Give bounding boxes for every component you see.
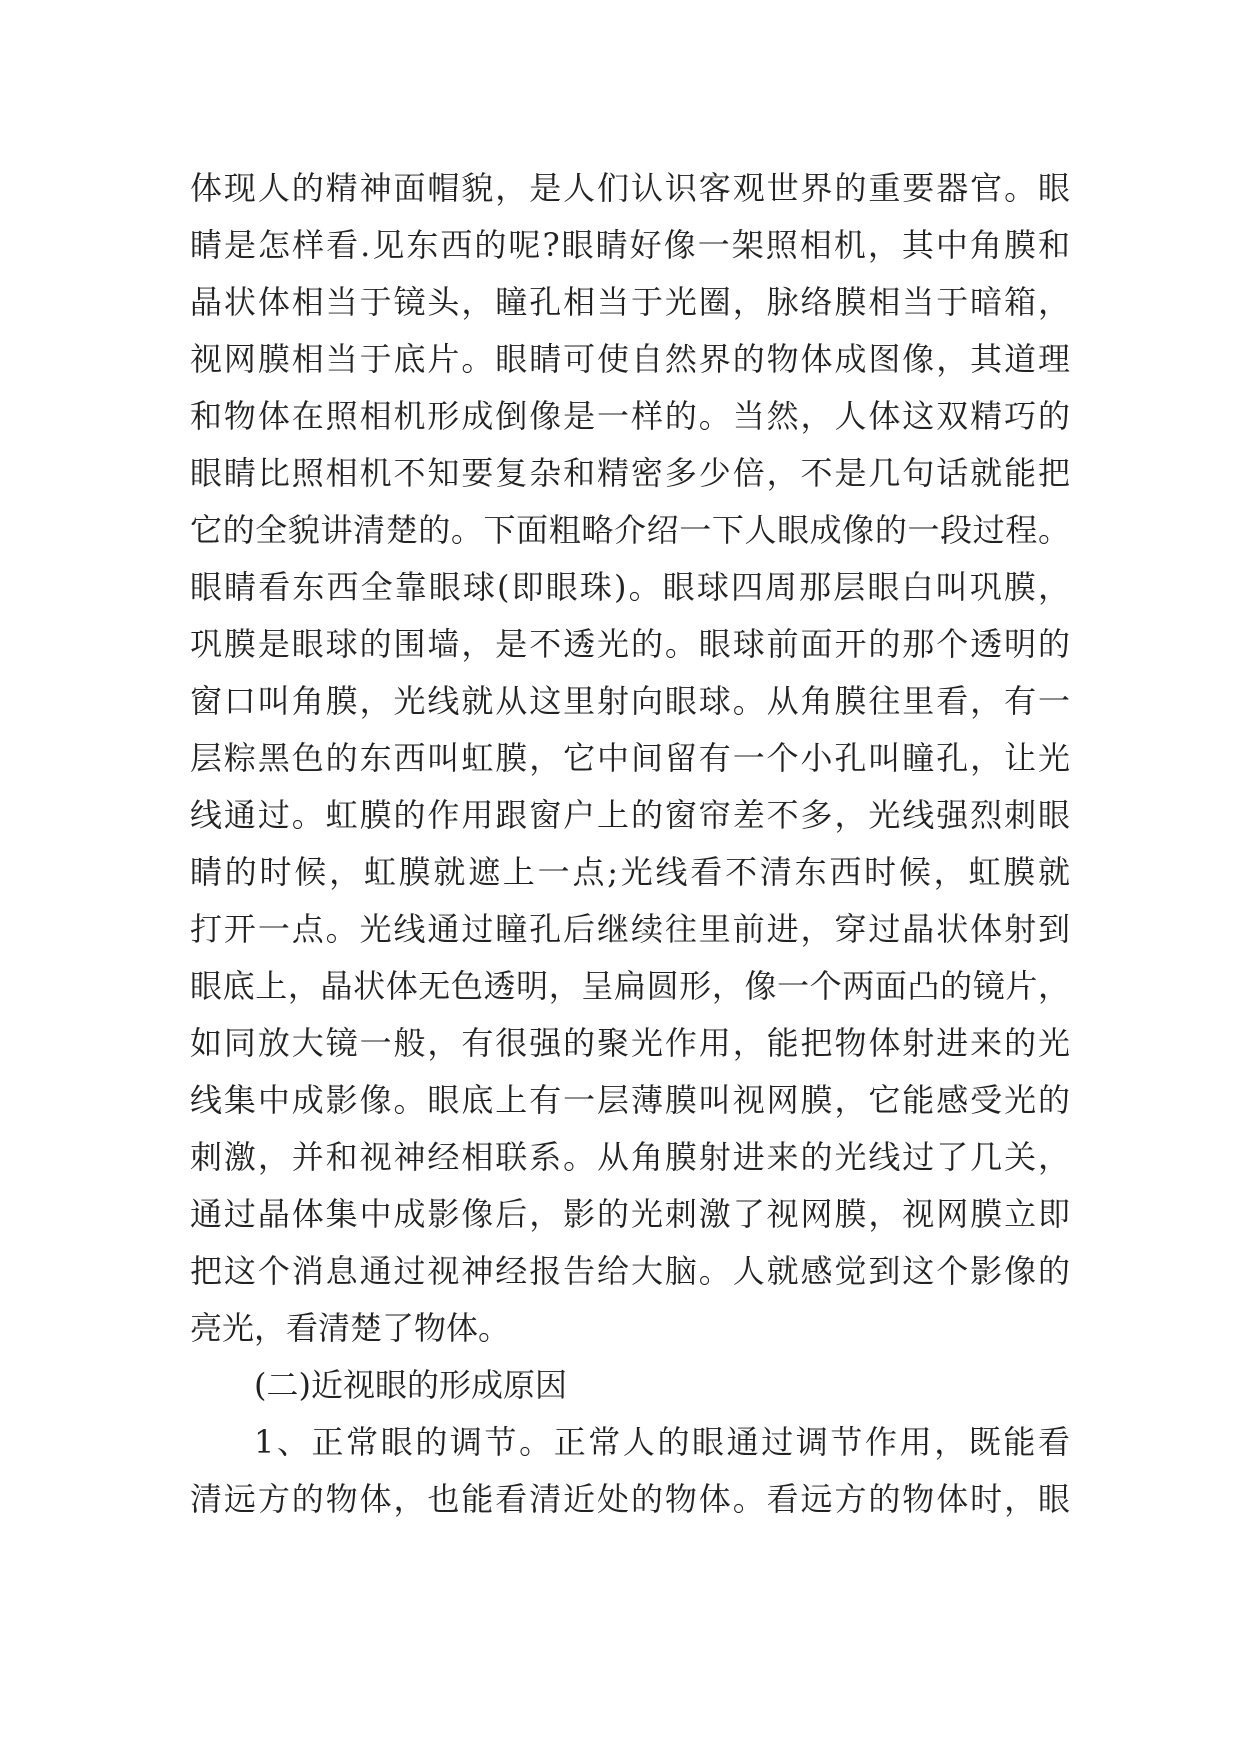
text-line: 睛是怎样看.见东西的呢?眼睛好像一架照相机，其中角膜和 [190, 226, 1070, 264]
text-line: 巩膜是眼球的围墙，是不透光的。眼球前面开的那个透明的 [190, 625, 1070, 663]
text-line: 它的全貌讲清楚的。下面粗略介绍一下人眼成像的一段过程。 [190, 511, 1070, 549]
body-text [190, 160, 1070, 1528]
text-line: 视网膜相当于底片。眼睛可使自然界的物体成图像，其道理 [190, 340, 1070, 378]
text-line: 眼睛比照相机不知要复杂和精密多少倍，不是几句话就能把 [190, 454, 1070, 492]
text-line: 如同放大镜一般，有很强的聚光作用，能把物体射进来的光 [190, 1024, 1070, 1062]
text-line: 层粽黑色的东西叫虹膜，它中间留有一个小孔叫瞳孔，让光 [190, 739, 1070, 777]
paragraph-end-line: 亮光，看清楚了物体。 [190, 1309, 511, 1347]
text-line: 刺激，并和视神经相联系。从角膜射进来的光线过了几关， [190, 1138, 1070, 1176]
text-line: 1、正常眼的调节。正常人的眼通过调节作用，既能看 [254, 1423, 1070, 1461]
text-line: 眼底上，晶状体无色透明，呈扁圆形，像一个两面凸的镜片， [190, 967, 1070, 1005]
text-line: 通过晶体集中成影像后，影的光刺激了视网膜，视网膜立即 [190, 1195, 1070, 1233]
text-line: 打开一点。光线通过瞳孔后继续往里前进，穿过晶状体射到 [190, 910, 1070, 948]
text-line: 清远方的物体，也能看清近处的物体。看远方的物体时，眼 [190, 1480, 1070, 1518]
text-line: 窗口叫角膜，光线就从这里射向眼球。从角膜往里看，有一 [190, 682, 1070, 720]
text-line: 和物体在照相机形成倒像是一样的。当然，人体这双精巧的 [190, 397, 1070, 435]
text-line: 晶状体相当于镜头，瞳孔相当于光圈，脉络膜相当于暗箱， [190, 283, 1070, 321]
text-line: 线集中成影像。眼底上有一层薄膜叫视网膜，它能感受光的 [190, 1081, 1070, 1119]
section-heading: (二)近视眼的形成原因 [254, 1366, 567, 1404]
text-line: 体现人的精神面帽貌，是人们认识客观世界的重要器官。眼 [190, 169, 1070, 207]
text-line: 把这个消息通过视神经报告给大脑。人就感觉到这个影像的 [190, 1252, 1070, 1290]
text-line: 睛的时候，虹膜就遮上一点;光线看不清东西时候，虹膜就 [190, 853, 1070, 891]
text-line: 眼睛看东西全靠眼球(即眼珠)。眼球四周那层眼白叫巩膜， [190, 568, 1070, 606]
text-line: 线通过。虹膜的作用跟窗户上的窗帘差不多，光线强烈刺眼 [190, 796, 1070, 834]
